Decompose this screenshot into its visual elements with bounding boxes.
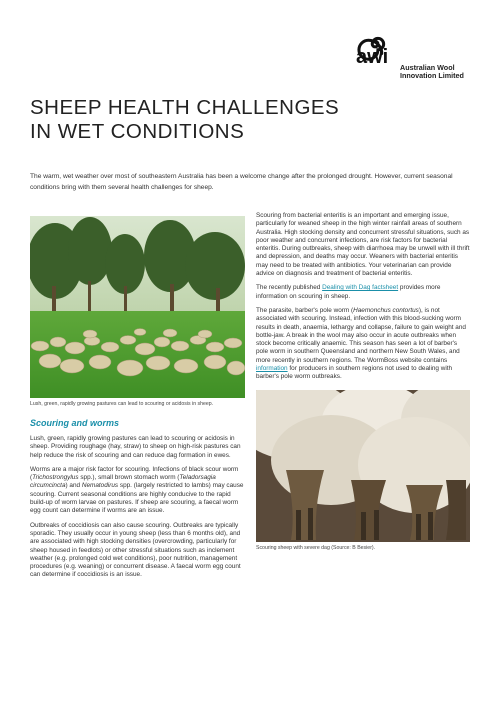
dag-sheep-photo xyxy=(256,390,470,542)
text-run: provides more information on scouring in sheep. xyxy=(256,284,441,300)
right-column xyxy=(256,212,470,560)
page-title xyxy=(30,96,339,144)
dag-photo-caption: Scouring sheep with severe dag (Source: B Besier). xyxy=(256,544,376,551)
left-paragraph-1: Lush, green, rapidly growing pastures can lead to scouring or acidosis in sheep. Providing roughage (hay, straw) to sheep on high-risk pastures can help reduce the risk of scouring and can reduce dag formation in ewes. xyxy=(30,435,241,459)
dag-factsheet-link[interactable]: Dealing with Dag factsheet xyxy=(322,284,399,292)
pasture-photo-caption: Lush, green, rapidly growing pastures can lead to scouring or acidosis in sheep. xyxy=(30,401,214,407)
scouring-worms-heading: Scouring and worms xyxy=(30,418,120,428)
text-run: ), is not associated with scouring. Instead, infection with this blood-sucking worm results in death, anaemia, lethargy and collapse, failure to gain weight and bottle-jaw. A break in the wool may also occur in acute outbreaks when stock become critically anaemic. This season has seen a lot of barber's pole worm in southern Queensland and northern New South Wales, and more recently in southern regions. The WormBoss website contains xyxy=(256,306,466,364)
text-run: spp.), small brown stomach worm ( xyxy=(78,474,180,482)
wormboss-information-link[interactable]: information xyxy=(256,365,288,373)
text-run: Worms are a major risk factor for scouring. Infections of black scour worm ( xyxy=(30,465,239,482)
right-paragraph-1: Scouring from bacterial enteritis is an important and emerging issue, particularly for weaned sheep in the high winter rainfall areas of southern Australia. High stocking density and concurrent stressful situations, such as poor weather and concurrent infections, are risk factors for bacterial enteritis. During outbreaks, sheep with diarrhoea may be unwell with ill thrift and depression, and deaths may occur. Weaners with bacterial enteritis may need to be treated with antibiotics. Your veterinarian can provide advice on diagnosis and treatment of bacterial enteritis. xyxy=(256,212,470,278)
text-run: The recently published xyxy=(256,284,323,292)
text-run: The parasite, barber's pole worm ( xyxy=(256,306,354,314)
right-paragraph-2 xyxy=(256,284,470,301)
logo-line-1: Australian Wool xyxy=(400,63,455,72)
intro-paragraph: The warm, wet weather over most of southeastern Australia has been a welcome change after the prolonged drought. However, current seasonal conditions bring with them several health challenges for sheep. xyxy=(30,173,453,191)
species-name: Haemonchus contortus xyxy=(353,306,419,314)
pasture-sheep-photo xyxy=(30,216,245,398)
awi-logo-mark xyxy=(356,28,476,64)
text-run: ) and xyxy=(65,482,82,490)
species-name: Teladorsagia circumcincta xyxy=(30,474,216,490)
svg-text:awi: awi xyxy=(356,46,389,64)
awi-logo xyxy=(356,28,476,83)
text-run: for producers in southern regions not used to dealing with barber's pole worm outbreaks. xyxy=(256,365,453,381)
species-name: Trichostrongylus xyxy=(32,474,79,482)
species-name: Nematodirus xyxy=(81,482,119,490)
left-paragraph-3: Outbreaks of coccidiosis can also cause scouring. Outbreaks are typically sporadic. They usually occur in young sheep (less than 6 months old), and are associated with high stocking densities (overcrowding, particularly for sheep housed in feedlots) or other stressful situations such as inclement weather (e.g. prolonged cold wet conditions), poor nutrition, management procedures (e.g. weaning) or concurrent disease. A faecal worm egg count can determine if coccidiosis is an issue. xyxy=(30,521,241,579)
right-paragraph-3 xyxy=(256,307,470,382)
left-column xyxy=(30,216,245,586)
title-line-1: SHEEP HEALTH CHALLENGES xyxy=(30,96,340,119)
left-paragraph-2 xyxy=(30,466,245,516)
logo-line-2: Innovation Limited xyxy=(400,71,464,80)
title-line-2: IN WET CONDITIONS xyxy=(30,120,245,143)
text-run: spp. (largely restricted to lambs) may cause scouring. Current seasonal conditions are highly conducive to the rapid build-up of worm larvae on pastures. If sheep are scouring, a faecal worm egg count can determine if worms are an issue. xyxy=(30,482,244,515)
